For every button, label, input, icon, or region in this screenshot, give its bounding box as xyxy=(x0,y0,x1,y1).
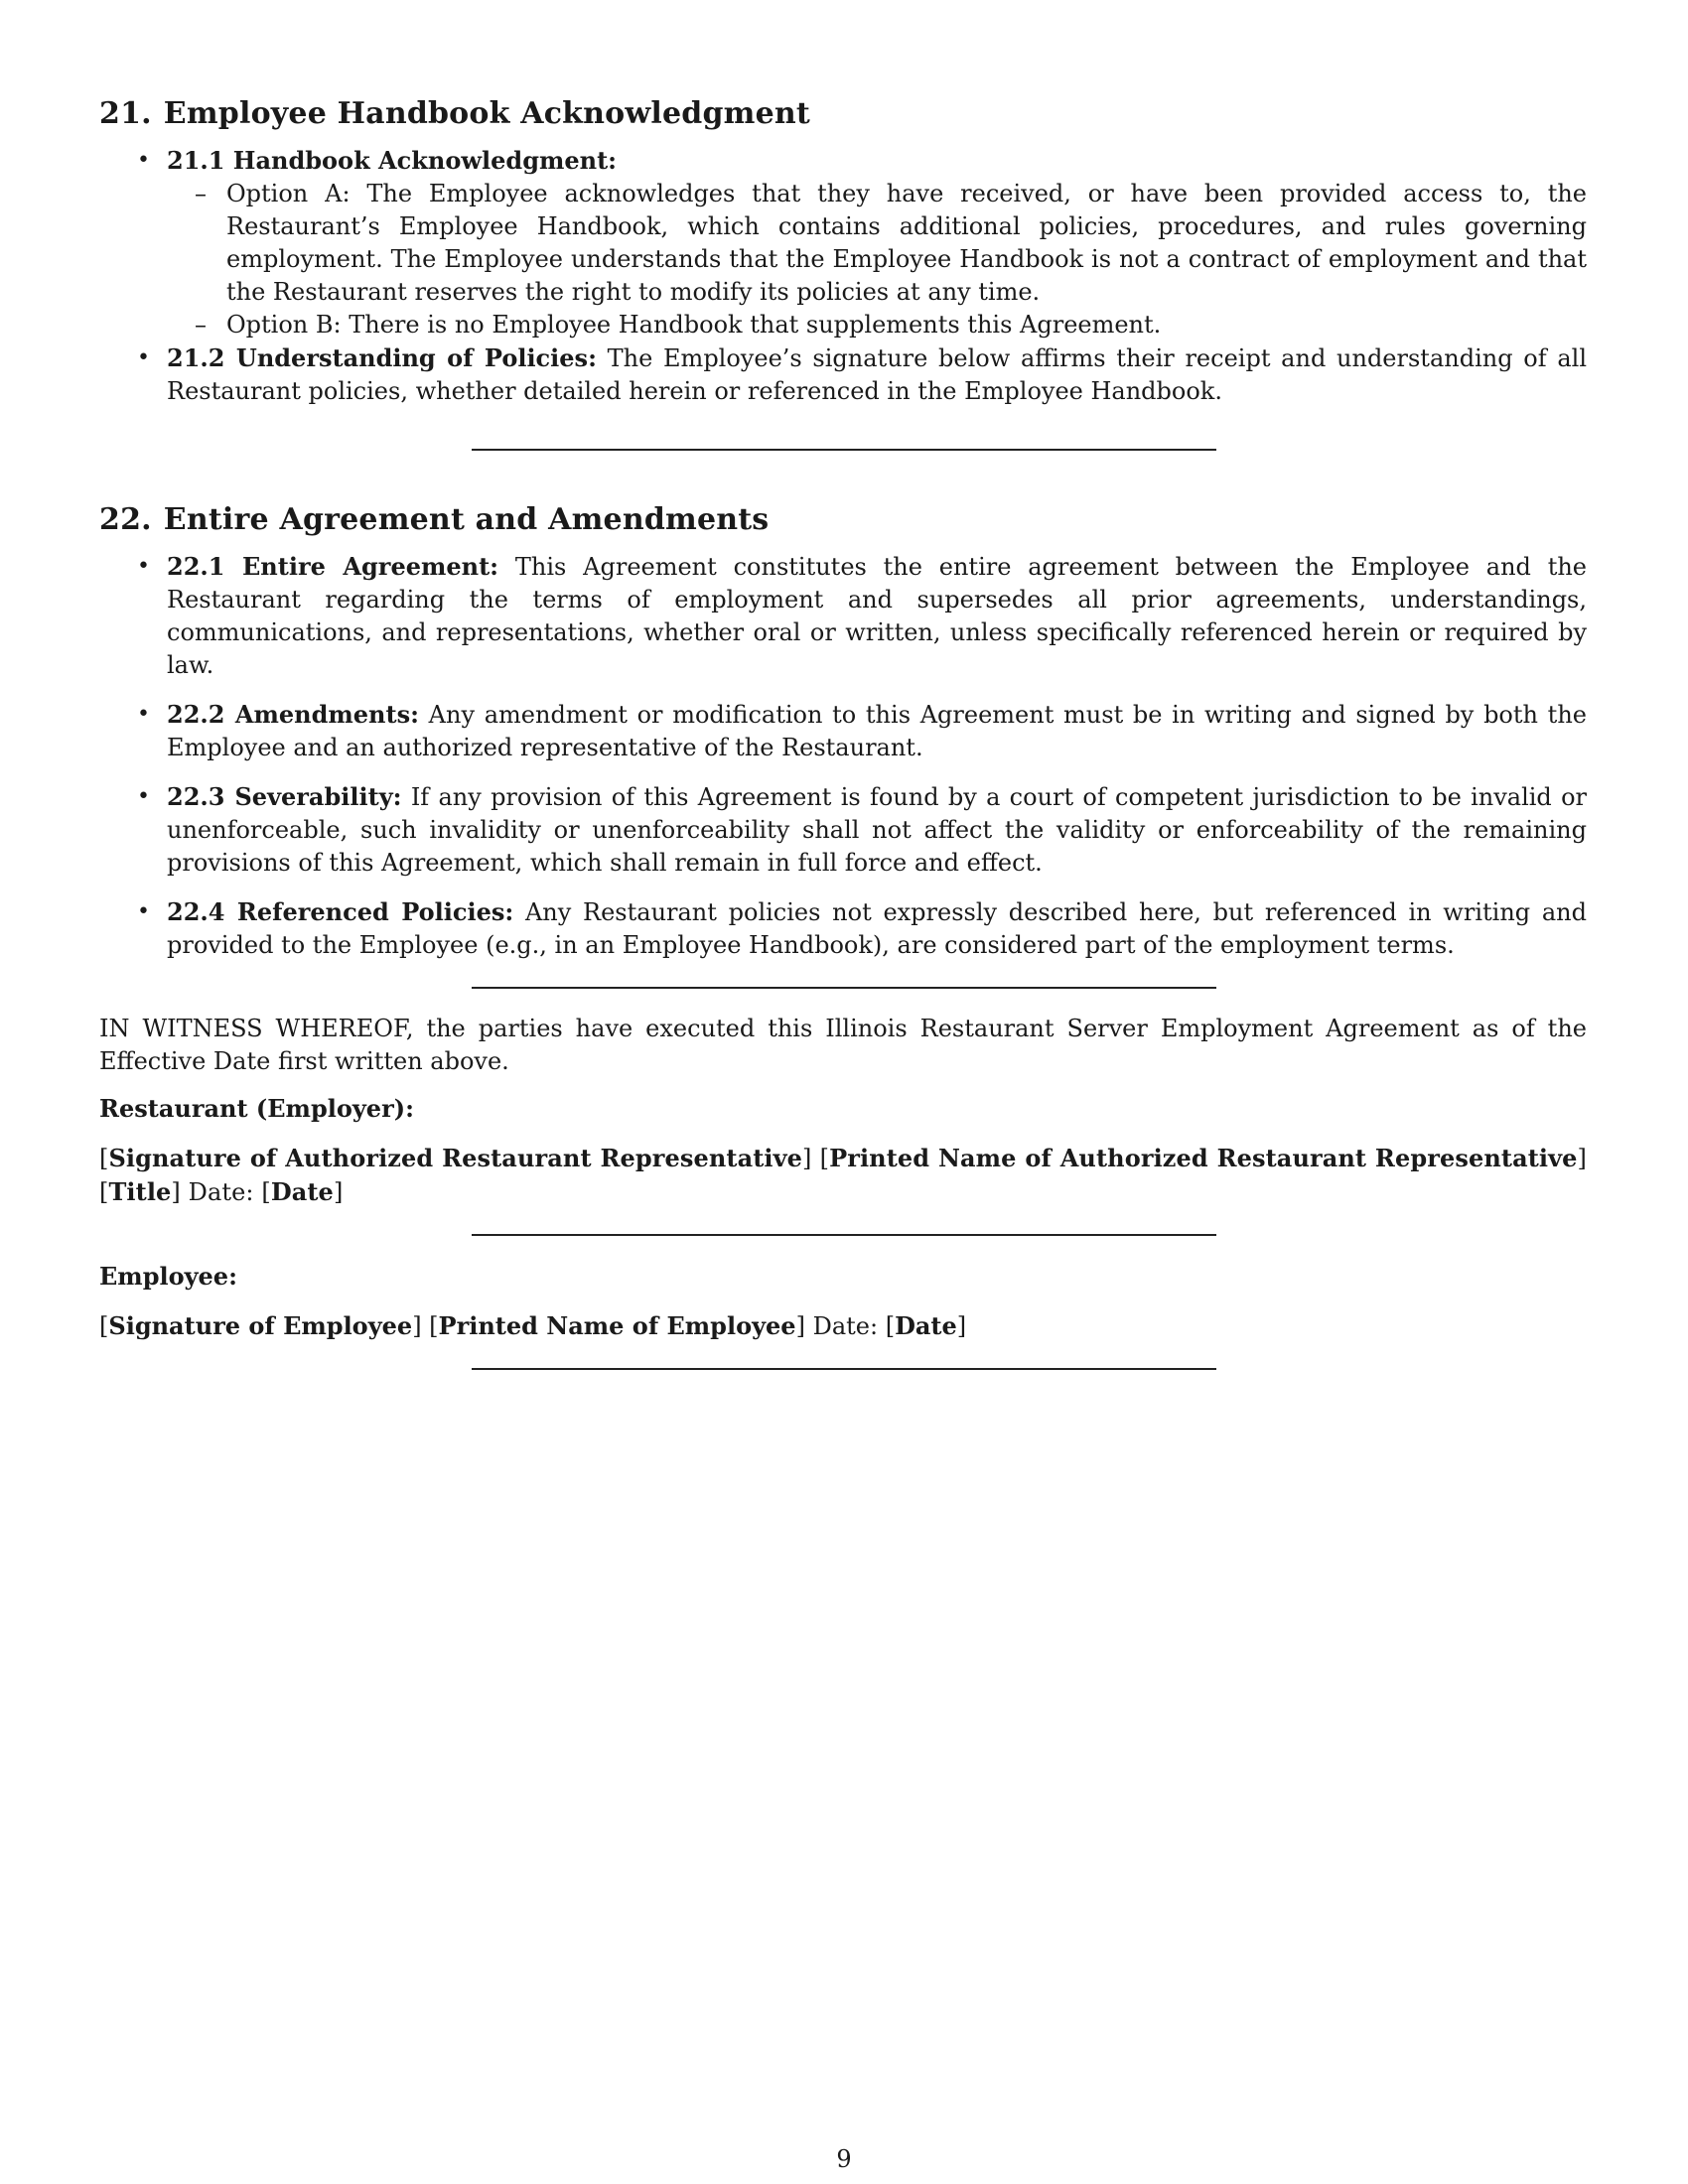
option-a-text: Option A: The Employee acknowledges that they have received, or have been provided access to, the Restaurant’s Employee Handbook, which contains additional policies, procedures, and rules governing employment. The Employee understands that the Employee Handbook is not a contract of employment and that the Restaurant reserves the right to modify its policies at any time. xyxy=(226,180,1587,306)
divider xyxy=(472,1368,1216,1370)
divider xyxy=(472,449,1216,451)
list-item-22-1 xyxy=(99,550,1587,682)
list-item-22-2 xyxy=(99,698,1587,764)
bullet-icon: • xyxy=(137,702,150,727)
page-content xyxy=(99,94,1587,1370)
section-22-title: Entire Agreement and Amendments xyxy=(163,502,770,537)
witness-clause: IN WITNESS WHEREOF, the parties have executed this Illinois Restaurant Server Employment Agreement as of the Effective Date first written above. xyxy=(99,1015,1587,1075)
employer-title-field: Title xyxy=(108,1177,172,1206)
section-21-heading xyxy=(99,94,1587,134)
item-22-1-label: 22.1 Entire Agreement: xyxy=(167,552,499,581)
list-item-22-4 xyxy=(99,895,1587,962)
employer-printed-name-field: Printed Name of Authorized Restaurant Representative xyxy=(829,1144,1578,1172)
section-22-list xyxy=(99,550,1587,962)
item-21-2-text: The Employee’s signature below affirms their receipt and understanding of all Restaurant policies, whether detailed herein or referenced in the Employee Handbook. xyxy=(167,344,1587,405)
employee-signature-field: Signature of Employee xyxy=(108,1311,413,1340)
list-item-21-2 xyxy=(99,341,1587,408)
option-a xyxy=(167,178,1587,309)
bullet-icon: • xyxy=(137,345,150,370)
divider xyxy=(472,987,1216,989)
employer-signature-field: Signature of Authorized Restaurant Representative xyxy=(108,1144,803,1172)
employee-date-label: Date: xyxy=(812,1312,879,1340)
section-22-heading xyxy=(99,500,1587,540)
bullet-icon: • xyxy=(137,554,150,579)
item-21-1-label: 21.1 Handbook Acknowledgment: xyxy=(167,146,618,175)
section-21-number: 21. xyxy=(99,96,152,131)
bullet-icon: • xyxy=(137,148,150,173)
option-b xyxy=(167,309,1587,341)
list-item-21-1 xyxy=(99,144,1587,341)
item-22-1-text: This Agreement constitutes the entire agreement between the Employee and the Restaurant regarding the terms of employment and supersedes all prior agreements, understandings, communications, and representations, whether oral or written, unless specifically referenced herein or required by law. xyxy=(167,553,1588,679)
employer-date-label: Date: xyxy=(188,1178,254,1206)
bullet-icon: • xyxy=(137,899,150,924)
list-item-22-3 xyxy=(99,780,1587,880)
item-22-2-label: 22.2 Amendments: xyxy=(167,700,419,729)
employee-signature-block: [Signature of Employee] [Printed Name of Employee] Date: [Date] xyxy=(99,1311,967,1340)
item-22-3-label: 22.3 Severability: xyxy=(167,782,402,811)
item-22-3-text: If any provision of this Agreement is found by a court of competent jurisdiction to be invalid or unenforceable, such invalidity or unenforceability shall not affect the validity or enforceability of the remaining provisions of this Agreement, which shall remain in full force and effect. xyxy=(167,783,1588,877)
employer-date-field: Date xyxy=(270,1177,334,1206)
employee-printed-name-field: Printed Name of Employee xyxy=(438,1311,796,1340)
option-b-text: Option B: There is no Employee Handbook that supplements this Agreement. xyxy=(226,311,1162,339)
section-22-number: 22. xyxy=(99,502,152,537)
employer-heading: Restaurant (Employer): xyxy=(99,1094,414,1123)
bullet-icon: • xyxy=(137,784,150,809)
section-21-list xyxy=(99,144,1587,408)
item-21-1-options xyxy=(167,178,1587,341)
employee-date-field: Date xyxy=(895,1311,957,1340)
item-22-4-text: Any Restaurant policies not expressly described here, but referenced in writing and provided to the Employee (e.g., in an Employee Handbook), are considered part of the employment terms. xyxy=(167,898,1587,959)
section-21-title: Employee Handbook Acknowledgment xyxy=(163,96,810,131)
item-21-2-label: 21.2 Understanding of Policies: xyxy=(167,343,597,372)
employee-heading: Employee: xyxy=(99,1262,237,1291)
dash-icon: – xyxy=(195,180,207,207)
employer-signature-block: [Signature of Authorized Restaurant Representative] [Printed Name of Authorized Restaurant Representative] [Title] Date: [Date] xyxy=(99,1144,1588,1206)
divider xyxy=(472,1234,1216,1236)
page-number: 9 xyxy=(836,2145,852,2173)
dash-icon: – xyxy=(195,311,207,339)
item-22-4-label: 22.4 Referenced Policies: xyxy=(167,897,514,926)
item-22-2-text: Any amendment or modification to this Agreement must be in writing and signed by both the Employee and an authorized representative of the Restaurant. xyxy=(167,701,1587,761)
